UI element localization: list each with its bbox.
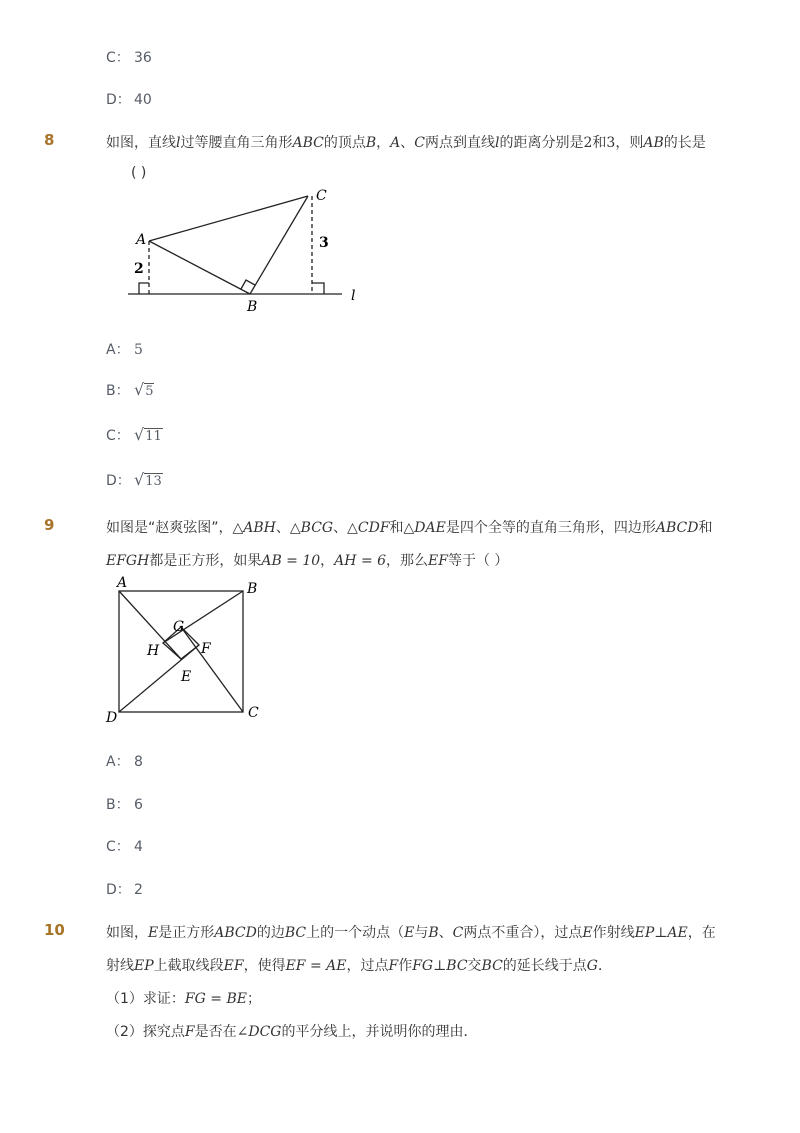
right-angle-b: [241, 280, 255, 289]
text: 如图，直线: [106, 135, 176, 151]
math-term: EP: [134, 958, 154, 974]
math-term: F: [184, 1024, 195, 1040]
math-term: G: [586, 958, 598, 974]
segment-bc: [250, 196, 308, 294]
math-term: EF = AE: [285, 958, 347, 974]
question-10-line1: [106, 922, 716, 942]
sqrt-expression: √13: [134, 470, 162, 489]
label-e: E: [181, 669, 192, 685]
sqrt-expression: √5: [134, 380, 154, 399]
segment-ac: [149, 196, 308, 241]
label-f: F: [201, 641, 211, 657]
math-term: BC: [481, 958, 503, 974]
option-c[interactable]: [106, 425, 163, 445]
text: ，: [320, 553, 335, 569]
text: 的距离分别是: [499, 135, 584, 151]
label-d: D: [106, 710, 118, 726]
text-segment: 与: [414, 925, 429, 941]
num: 2: [583, 135, 593, 151]
math-term: F: [388, 958, 399, 974]
text: 是四个全等的直角三角形，四边形: [445, 520, 656, 536]
var: AB: [643, 135, 664, 151]
math-term: EF: [223, 958, 244, 974]
zhao-shuang-figure: [100, 570, 270, 730]
triangle-figure: [120, 180, 370, 320]
text: 都是正方形，如果: [149, 553, 262, 569]
option-label: C：: [106, 839, 130, 855]
question-10-part2: [106, 1021, 478, 1041]
text: 、: [400, 135, 415, 151]
math-term: ∠DCG: [236, 1024, 282, 1040]
var: B: [365, 135, 377, 151]
option-a[interactable]: [106, 751, 143, 771]
equation: AH = 6: [334, 553, 387, 569]
math-term: E: [148, 925, 159, 941]
label-a: A: [136, 232, 147, 248]
math-term: B: [428, 925, 439, 941]
text: 等于（ ）: [447, 553, 509, 569]
triangle: △BCG: [289, 520, 334, 536]
text: 和: [698, 520, 713, 536]
text: 过等腰直角三角形: [180, 135, 293, 151]
option-b[interactable]: [106, 380, 154, 400]
option-value: 5: [134, 342, 143, 358]
right-angle-c: [312, 283, 324, 294]
text-segment: 、: [438, 925, 453, 941]
math-term: E: [582, 925, 593, 941]
var: EF: [428, 553, 448, 569]
text-segment: ；: [246, 991, 261, 1007]
text-segment: 交: [467, 958, 482, 974]
var: ABC: [292, 135, 324, 151]
label-b: B: [247, 299, 258, 315]
option-value: 8: [134, 754, 143, 770]
num: 3: [606, 135, 616, 151]
question-number: 8: [44, 131, 55, 149]
text: 如图是“赵爽弦图”，: [106, 520, 233, 536]
var: ABCD: [655, 520, 699, 536]
label-l: l: [351, 288, 356, 304]
option-label: D：: [106, 882, 131, 898]
option-value: 2: [134, 882, 143, 898]
option-d[interactable]: [106, 879, 143, 899]
option-label: D：: [106, 473, 131, 489]
math-term: E: [404, 925, 415, 941]
option-label: C：: [106, 428, 130, 444]
text-segment: （2）探究点: [106, 1024, 185, 1040]
math-term: FG = BE: [184, 991, 247, 1007]
label-3: 3: [319, 235, 329, 251]
text-segment: ．: [597, 958, 612, 974]
option-a[interactable]: [106, 339, 143, 359]
option-value: 6: [134, 797, 143, 813]
option-label: D：: [106, 92, 131, 108]
label-a: A: [117, 575, 128, 591]
option-label: A：: [106, 754, 130, 770]
question-10-line2: [106, 955, 612, 975]
var: l: [176, 135, 181, 151]
option-c[interactable]: [106, 836, 143, 856]
math-term: C: [452, 925, 464, 941]
text: ，那么: [386, 553, 429, 569]
text-segment: 射线: [106, 958, 134, 974]
label-b: B: [247, 581, 258, 597]
text: 的顶点: [323, 135, 366, 151]
label-2: 2: [134, 261, 144, 277]
triangle: △CDF: [347, 520, 390, 536]
text-segment: 的平分线上，并说明你的理由．: [281, 1024, 478, 1040]
text-segment: 是否在: [194, 1024, 237, 1040]
equation: AB = 10: [261, 553, 321, 569]
label-c: C: [316, 188, 327, 204]
radicand: 5: [145, 384, 154, 399]
text-segment: 作射线: [592, 925, 635, 941]
math-term: ABCD: [214, 925, 257, 941]
question-9-text-line1: [106, 517, 712, 537]
label-h: H: [147, 643, 160, 659]
triangle: △ABH: [232, 520, 276, 536]
option-d[interactable]: [106, 89, 152, 109]
text: 和: [592, 135, 607, 151]
text-segment: 如图，: [106, 925, 148, 941]
var: C: [414, 135, 425, 151]
text-segment: 的边: [256, 925, 285, 941]
math-term: BC: [284, 925, 307, 941]
text: 、: [275, 520, 290, 536]
text: 的长是: [663, 135, 706, 151]
text-segment: 上截取线段: [153, 958, 224, 974]
text-segment: 作: [398, 958, 413, 974]
triangle: △DAE: [403, 520, 446, 536]
option-d[interactable]: [106, 470, 163, 490]
text-segment: 上的一个动点（: [306, 925, 405, 941]
radicand: 13: [145, 474, 162, 489]
segment-ab: [149, 241, 250, 294]
text: 两点到直线: [425, 135, 495, 151]
option-label: B：: [106, 383, 130, 399]
text-segment: ，过点: [346, 958, 389, 974]
question-number: 9: [44, 516, 55, 534]
option-b[interactable]: [106, 794, 143, 814]
label-c: C: [248, 705, 259, 721]
text: ，则: [615, 135, 644, 151]
radicand: 11: [145, 429, 162, 444]
question-10-part1: [106, 988, 261, 1008]
option-value: 4: [134, 839, 143, 855]
right-angle-a: [139, 283, 149, 294]
answer-blank: ( ): [131, 165, 147, 181]
label-g: G: [173, 619, 185, 635]
option-label: B：: [106, 797, 130, 813]
text: ，: [376, 135, 391, 151]
option-value: 40: [134, 92, 152, 108]
question-9-text-line2: [106, 550, 508, 570]
question-number: 10: [44, 921, 65, 939]
var: A: [390, 135, 401, 151]
text-segment: 两点不重合），过点: [463, 925, 583, 941]
text: 、: [333, 520, 348, 536]
text-segment: 是正方形: [158, 925, 215, 941]
option-label: A：: [106, 342, 130, 358]
option-value: 36: [134, 50, 152, 66]
question-8-text: [106, 132, 706, 152]
text-segment: ，在: [687, 925, 716, 941]
option-c[interactable]: [106, 47, 152, 67]
text-segment: ，使得: [243, 958, 286, 974]
segment-bh: [163, 591, 243, 643]
text: 和: [389, 520, 404, 536]
math-term: FG⊥BC: [412, 958, 468, 974]
sqrt-expression: √11: [134, 425, 162, 444]
text-segment: 的延长线于点: [502, 958, 587, 974]
square-abcd: [119, 591, 243, 712]
text-segment: （1）求证：: [106, 991, 185, 1007]
math-term: EP⊥AE: [634, 925, 688, 941]
var: l: [495, 135, 500, 151]
var: EFGH: [106, 553, 150, 569]
option-label: C：: [106, 50, 130, 66]
